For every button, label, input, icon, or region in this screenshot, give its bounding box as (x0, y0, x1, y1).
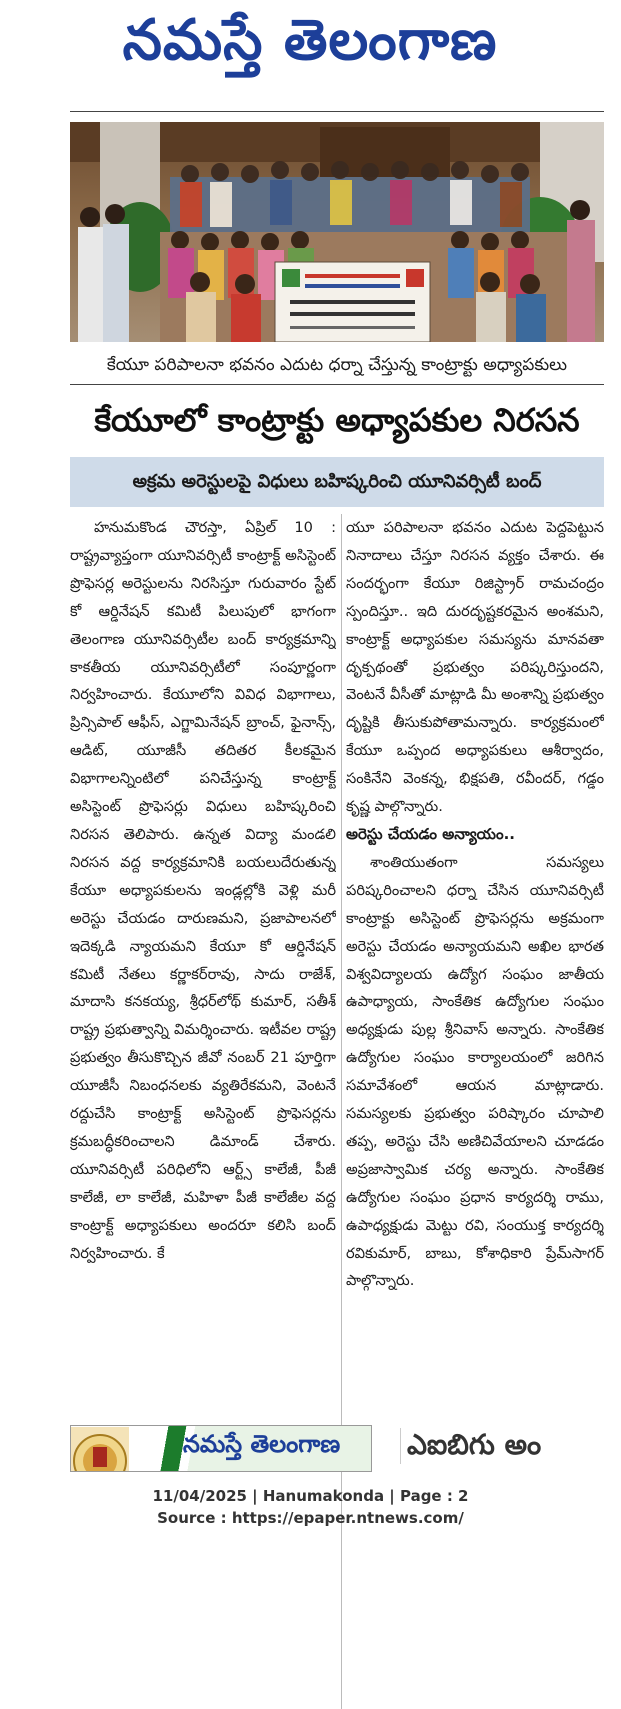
ad-brand-text: నమస్తే తెలంగాణ (183, 1430, 341, 1458)
article-headline: కేయూలో కాంట్రాక్టు అధ్యాపకుల నిరసన (94, 401, 580, 439)
seal-logo-icon (71, 1427, 129, 1471)
article-subhead: అరెస్టు చేయడం అన్యాయం.. (346, 824, 515, 843)
article-paragraph: హనుమకొండ చౌరస్తా, ఏప్రిల్ 10 : రాష్ట్రవ్యాప్తంగా యూనివర్సిటీ కాంట్రాక్ట్ అసిస్టెంట్ ప్రొఫెసర్ల అరెస్టులను నిరసిస్తూ గురువారం స్టేట్ కో ఆర్డినేషన్ కమిటీ పిలుపులో భాగంగా తెలంగాణ యూనివర్సిటీల బంద్ కార్యక్రమాన్ని కాకతీయ యూనివర్సిటీలో సంపూర్ణంగా నిర్వహించారు. కేయూలోని వివిధ విభాగాలు, ప్రిన్సిపాల్ ఆఫీస్, ఎగ్జామినేషన్ బ్రాంచ్, ఫైనాన్స్, ఆడిట్, యూజీసీ తదితర కీలకమైన విభాగాలన్నింటిలో పనిచేస్తున్న కాంట్రాక్ట్ అసిస్టెంట్ ప్రొఫెసర్లు విధులు బహిష్కరించి నిరసన తెలిపారు. ఉన్నత విద్యా మండలి నిరసన వద్ద కార్యక్రమానికి బయలుదేరుతున్న కేయూ అధ్యాపకులను ఇండ్లల్లోకి వెళ్లి మరీ అరెస్టు చేయడం దారుణమని, ప్రజాపాలనలో ఇదెక్కడి న్యాయమని కేయూ కో ఆర్డినేషన్ కమిటీ నేతలు కర్ణాకర్‌రావు, సాదు రాజేశ్, మాదాసి కనకయ్య, శ్రీధర్‌లోథ్ కుమార్, సతీశ్ రాష్ట్ర ప్రభుత్వాన్ని విమర్శించారు. ఇటీవల రాష్ట్ర ప్రభుత్వం తీసుకొచ్చిన జీవో నంబర్ 21 పూర్తిగా యూజీసీ నిబంధనలకు వ్యతిరేకమని, వెంటనే రద్దుచేసి కాంట్రాక్ట్ అసిస్టెంట్ ప్రొఫెసర్లను క్రమబద్ధీకరించాలని డిమాండ్ చేశారు. యూనివర్సిటీ పరిధిలోని ఆర్ట్స్ కాలేజీ, పీజీ కాలేజీ, లా కాలేజీ, మహిళా పీజీ కాలేజీల వద్ద కాంట్రాక్ట్ అధ్యాపకులు అందరూ కలిసి బంద్ నిర్వహించారు. కే (70, 519, 336, 1262)
masthead-ad (70, 1425, 372, 1472)
news-photo (70, 122, 604, 342)
article-column-left (70, 514, 336, 1709)
caption-divider (70, 384, 604, 385)
article-column-right (346, 514, 604, 1709)
article-subheadline: అక్రమ అరెస్టులపై విధులు బహిష్కరించి యూనివర్సిటీ బంద్ (70, 457, 604, 507)
photo-caption: కేయూ పరిపాలనా భవనం ఎదుట ధర్నా చేస్తున్న కాంట్రాక్టు అధ్యాపకులు (106, 355, 568, 375)
masthead-logo: నమస్తే తెలంగాణ (122, 7, 498, 73)
masthead-divider (70, 111, 604, 112)
column-divider (341, 514, 342, 1709)
article-paragraph: శాంతియుతంగా సమస్యలు పరిష్కరించాలని ధర్నా చేసిన యూనివర్సిటీ కాంట్రాక్టు అసిస్టెంట్ ప్రొఫెసర్లను అక్రమంగా అరెస్టు చేయడం అన్యాయమని అఖిల భారత విశ్వవిద్యాలయ ఉద్యోగ సంఘం జాతీయ ఉపాధ్యాయ, సాంకేతిక ఉద్యోగుల సంఘం అధ్యక్షుడు పుల్ల శ్రీనివాస్ అన్నారు. సాంకేతిక ఉద్యోగుల సంఘం కార్యాలయంలో జరిగిన సమావేశంలో ఆయన మాట్లాడారు. సమస్యలకు ప్రభుత్వం పరిష్కారం చూపాలి తప్ప, అరెస్టు చేసి అణిచివేయాలని చూడడం అప్రజాస్వామిక చర్య అన్నారు. సాంకేతిక ఉద్యోగుల సంఘం ప్రధాన కార్యదర్శి రాము, ఉపాధ్యక్షుడు మెట్టు రవి, సంయుక్త కార్యదర్శి రవికుమార్, బాబు, కోశాధికారి ప్రేమ్‌సాగర్ పాల్గొన్నారు. (346, 853, 604, 1290)
footer-source: Source : https://epaper.ntnews.com/ (157, 1509, 464, 1527)
next-article-teaser: ఎఐబిగు అం (400, 1428, 611, 1464)
article-paragraph: యూ పరిపాలనా భవనం ఎదుట పెద్దపెట్టున నినాదాలు చేస్తూ నిరసన వ్యక్తం చేశారు. ఈ సందర్భంగా కేయూ రిజిస్ట్రార్ రామచంద్రం స్పందిస్తూ.. ఇది దురదృష్టకరమైన అంశమని, కాంట్రాక్ట్ అధ్యాపకుల సమస్యను మానవతా దృక్పథంతో ప్రభుత్వం పరిష్కరిస్తుందని, వెంటనే వీసీతో మాట్లాడి మీ అంశాన్ని ప్రభుత్వం దృష్టికి తీసుకుపోతామన్నారు. కార్యక్రమంలో కేయూ ఒప్పంద అధ్యాపకులు ఆశీర్వాదం, సంకినేని వెంకన్న, భిక్షపతి, రవీందర్, గడ్డం కృష్ణ పాల్గొన్నారు. (346, 519, 604, 816)
footer-page-info: 11/04/2025 | Hanumakonda | Page : 2 (152, 1487, 469, 1505)
